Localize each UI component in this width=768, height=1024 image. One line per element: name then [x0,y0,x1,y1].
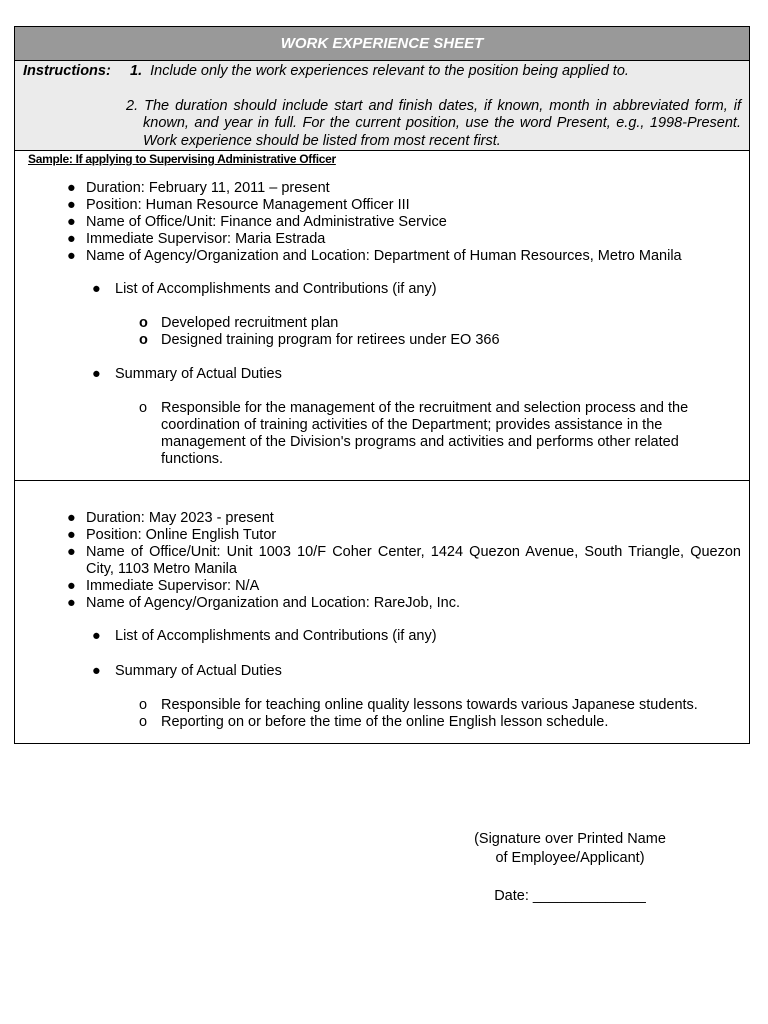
bullet-circle: o [139,400,148,416]
bullet-dot: ● [67,578,76,594]
sample-duties-heading-list [15,366,749,383]
list-item: o Responsible for the management of the recruitment and selection process and the coordination of training activities of the Department; provides assistance in the management of the Division's programs and activities and performs other related functions. [139,400,689,467]
list-item: ● Position: Human Resource Management Officer III [67,197,410,213]
list-item: o Responsible for teaching online quality lessons towards various Japanese students. [139,697,698,713]
entry-duties-list [15,697,749,731]
work-experience-sheet [14,26,750,744]
list-item: ● Name of Office/Unit: Unit 1003 10/F Coher Center, 1424 Quezon Avenue, South Triangle, Quezon City, 1103 Metro Manila [67,544,741,577]
work-entry-section [15,481,749,743]
bullet-circle: o [139,697,148,713]
instruction-1-text: Include only the work experiences relevant to the position being applied to. [150,63,629,79]
bullet-dot: ● [67,544,76,560]
bullet-circle: o [139,332,148,348]
sample-heading: Sample: If applying to Supervising Administrative Officer [28,152,336,166]
instructions-label: Instructions: [23,63,111,79]
instruction-1-number: 1. [130,63,143,79]
list-item: o Reporting on or before the time of the online English lesson schedule. [139,714,609,730]
bullet-dot: ● [67,248,76,264]
bullet-dot: ● [67,527,76,543]
date-field[interactable]: Date: ______________ [494,888,646,904]
entry-duties-heading-list [15,663,749,680]
list-item: ● Name of Office/Unit: Finance and Administrative Service [67,214,447,230]
sample-duties-list [15,400,749,468]
list-item: ● Immediate Supervisor: N/A [67,578,260,594]
list-item: ● Summary of Actual Duties [92,366,282,382]
sheet-title: WORK EXPERIENCE SHEET [15,27,749,61]
bullet-dot: ● [92,663,101,679]
bullet-dot: ● [67,180,76,196]
bullet-dot: ● [67,510,76,526]
bullet-circle: o [139,714,148,730]
signature-line-2: of Employee/Applicant) [495,850,645,866]
bullet-dot: ● [92,281,101,297]
list-item: ● Immediate Supervisor: Maria Estrada [67,231,326,247]
bullet-dot: ● [67,197,76,213]
bullet-dot: ● [67,231,76,247]
sample-accomplishments-heading-list [15,281,749,298]
list-item: o Developed recruitment plan [139,315,339,331]
bullet-dot: ● [92,628,101,644]
sample-accomplishments-list [15,315,749,349]
list-item: ● Name of Agency/Organization and Location: RareJob, Inc. [67,595,460,611]
list-item: o Designed training program for retirees under EO 366 [139,332,500,348]
list-item: ● Position: Online English Tutor [67,527,277,543]
bullet-circle: o [139,315,148,331]
list-item: ● List of Accomplishments and Contributions (if any) [92,628,437,644]
sample-details-list [15,180,749,265]
entry-details-list [15,510,749,612]
signature-line-1: (Signature over Printed Name [474,831,666,847]
list-item: ● Name of Agency/Organization and Location: Department of Human Resources, Metro Manila [67,248,682,264]
sample-entry-section [15,151,749,481]
list-item: ● Duration: February 11, 2011 – present [67,180,330,196]
list-item: ● List of Accomplishments and Contributions (if any) [92,281,437,297]
bullet-dot: ● [67,214,76,230]
bullet-dot: ● [92,366,101,382]
list-item: ● Summary of Actual Duties [92,663,282,679]
signature-block [440,830,700,906]
instruction-2-text: 2. The duration should include start and finish dates, if known, month in abbreviated form, if known, and year in full. For the current position, use the word Present, e.g., 1998-Present. Work experience should be listed from most recent first. [126,97,741,149]
bullet-dot: ● [67,595,76,611]
entry-accomplishments-heading-list [15,628,749,645]
list-item: ● Duration: May 2023 - present [67,510,274,526]
instructions-panel [15,61,749,151]
